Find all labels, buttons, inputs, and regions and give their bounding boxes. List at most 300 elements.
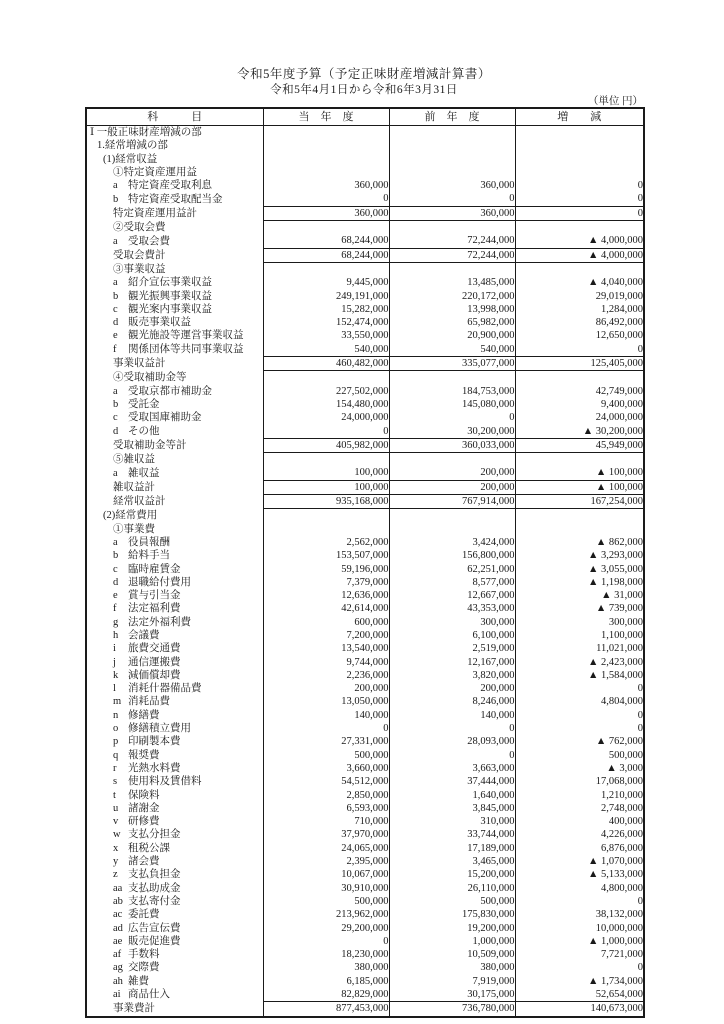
amount-current-year: 0	[263, 935, 389, 948]
row-letter: a	[113, 180, 118, 192]
row-letter: b	[113, 290, 119, 302]
subtotal-row	[86, 357, 644, 371]
account-name	[86, 153, 263, 166]
amount-change: 86,492,000	[515, 316, 644, 329]
amount-previous-year: 26,110,000	[389, 882, 515, 895]
account-label: 受託金	[128, 398, 160, 410]
amount-previous-year: 2,519,000	[389, 642, 515, 655]
account-name	[86, 735, 263, 748]
account-label: 給料手当	[128, 550, 170, 562]
account-label: 事業収益計	[113, 358, 166, 370]
subtotal-row	[86, 438, 644, 452]
row-letter: r	[113, 762, 117, 774]
amount-current-year: 2,850,000	[263, 789, 389, 802]
account-label: 支払寄付金	[128, 895, 181, 907]
amount-previous-year: 175,830,000	[389, 908, 515, 921]
account-name	[86, 262, 263, 276]
amount-current-year: 710,000	[263, 815, 389, 828]
subtotal-row	[86, 480, 644, 494]
account-label: (1)経常収益	[103, 153, 158, 165]
table-row	[86, 563, 644, 576]
amount-previous-year: 360,033,000	[389, 438, 515, 452]
account-name	[86, 669, 263, 682]
row-letter: n	[113, 709, 119, 721]
amount-change: 0	[515, 961, 644, 974]
row-letter: aa	[113, 882, 123, 894]
amount-current-year: 24,065,000	[263, 842, 389, 855]
table-row	[86, 385, 644, 398]
amount-previous-year: 3,465,000	[389, 855, 515, 868]
table-row	[86, 329, 644, 342]
account-name	[86, 642, 263, 655]
amount-current-year: 227,502,000	[263, 385, 389, 398]
account-label: 役員報酬	[128, 536, 170, 548]
row-letter: e	[113, 590, 118, 602]
row-letter: k	[113, 669, 119, 681]
amount-change: ▲ 4,040,000	[515, 276, 644, 289]
table-row	[86, 682, 644, 695]
account-label: 消耗品費	[128, 696, 170, 708]
subtotal-row	[86, 248, 644, 262]
amount-previous-year: 20,900,000	[389, 329, 515, 342]
account-name	[86, 895, 263, 908]
account-name	[86, 828, 263, 841]
amount-previous-year: 37,444,000	[389, 775, 515, 788]
table-row	[86, 948, 644, 961]
amount-change: 1,284,000	[515, 303, 644, 316]
row-letter: d	[113, 576, 119, 588]
row-letter: a	[113, 277, 118, 289]
amount-current-year: 7,379,000	[263, 576, 389, 589]
account-label: 委託費	[128, 909, 160, 921]
account-label: Ⅰ 一般正味財産増減の部	[90, 127, 202, 138]
table-row	[86, 629, 644, 642]
amount-previous-year	[389, 166, 515, 179]
account-name	[86, 206, 263, 220]
amount-previous-year: 360,000	[389, 179, 515, 192]
account-label: 租税公課	[128, 842, 170, 854]
col-header-current-year: 当 年 度	[263, 108, 389, 126]
account-name	[86, 357, 263, 371]
amount-change: 10,000,000	[515, 922, 644, 935]
amount-change: 1,210,000	[515, 789, 644, 802]
amount-current-year: 54,512,000	[263, 775, 389, 788]
row-letter: b	[113, 193, 119, 205]
account-name	[86, 616, 263, 629]
amount-previous-year: 0	[389, 722, 515, 735]
amount-change: 4,804,000	[515, 695, 644, 708]
amount-previous-year: 736,780,000	[389, 1002, 515, 1017]
amount-previous-year: 62,251,000	[389, 563, 515, 576]
amount-previous-year: 8,577,000	[389, 576, 515, 589]
table-row	[86, 371, 644, 385]
amount-change	[515, 371, 644, 385]
table-row	[86, 262, 644, 276]
table-row	[86, 425, 644, 439]
row-letter: e	[113, 330, 118, 342]
amount-current-year: 30,910,000	[263, 882, 389, 895]
amount-previous-year: 3,424,000	[389, 536, 515, 549]
amount-current-year	[263, 262, 389, 276]
amount-current-year: 13,540,000	[263, 642, 389, 655]
row-letter: g	[113, 616, 119, 628]
table-row	[86, 762, 644, 775]
account-name	[86, 248, 263, 262]
amount-previous-year: 33,744,000	[389, 828, 515, 841]
table-row	[86, 179, 644, 192]
account-label: (2)経常費用	[103, 510, 158, 522]
amount-previous-year	[389, 523, 515, 536]
account-name	[86, 882, 263, 895]
amount-current-year: 140,000	[263, 709, 389, 722]
row-letter: v	[113, 816, 119, 828]
account-label: 支払助成金	[128, 882, 181, 894]
amount-change: 300,000	[515, 616, 644, 629]
account-name	[86, 398, 263, 411]
account-name	[86, 988, 263, 1002]
amount-previous-year: 145,080,000	[389, 398, 515, 411]
amount-current-year: 10,067,000	[263, 868, 389, 881]
amount-previous-year: 3,820,000	[389, 669, 515, 682]
amount-current-year: 42,614,000	[263, 602, 389, 615]
row-letter: l	[113, 683, 116, 695]
amount-change: ▲ 3,000	[515, 762, 644, 775]
amount-previous-year: 0	[389, 192, 515, 206]
amount-change: 12,650,000	[515, 329, 644, 342]
amount-change: ▲ 739,000	[515, 602, 644, 615]
account-name	[86, 908, 263, 921]
amount-change: 4,226,000	[515, 828, 644, 841]
account-name	[86, 234, 263, 248]
account-label: 保険料	[128, 789, 160, 801]
col-header-change: 増 減	[515, 108, 644, 126]
amount-previous-year: 140,000	[389, 709, 515, 722]
amount-change: 9,400,000	[515, 398, 644, 411]
amount-previous-year: 184,753,000	[389, 385, 515, 398]
account-label: 法定福利費	[128, 603, 181, 615]
account-name	[86, 922, 263, 935]
amount-change: 42,749,000	[515, 385, 644, 398]
account-name	[86, 425, 263, 439]
row-letter: b	[113, 550, 119, 562]
account-name	[86, 303, 263, 316]
account-name	[86, 549, 263, 562]
amount-previous-year: 15,200,000	[389, 868, 515, 881]
row-letter: a	[113, 536, 118, 548]
row-letter: q	[113, 749, 119, 761]
account-name	[86, 802, 263, 815]
amount-change: 140,673,000	[515, 1002, 644, 1017]
amount-current-year: 935,168,000	[263, 495, 389, 509]
row-letter: j	[113, 656, 116, 668]
account-name	[86, 536, 263, 549]
account-name	[86, 749, 263, 762]
account-name	[86, 385, 263, 398]
amount-current-year: 100,000	[263, 480, 389, 494]
account-name	[86, 1002, 263, 1017]
account-name	[86, 961, 263, 974]
account-name	[86, 589, 263, 602]
account-name	[86, 842, 263, 855]
amount-current-year: 877,453,000	[263, 1002, 389, 1017]
row-letter: c	[113, 303, 118, 315]
amount-change: 24,000,000	[515, 411, 644, 424]
row-letter: ae	[113, 935, 123, 947]
account-name	[86, 139, 263, 152]
account-name	[86, 453, 263, 467]
table-row	[86, 466, 644, 480]
table-row	[86, 908, 644, 921]
account-label: 研修費	[128, 816, 160, 828]
amount-current-year: 0	[263, 192, 389, 206]
amount-change	[515, 221, 644, 235]
account-label: 臨時雇賃金	[128, 563, 181, 575]
table-row	[86, 789, 644, 802]
amount-current-year: 500,000	[263, 749, 389, 762]
row-letter: ad	[113, 922, 123, 934]
account-name	[86, 290, 263, 303]
account-label: 使用料及賃借料	[128, 776, 202, 788]
row-letter: z	[113, 869, 118, 881]
table-row	[86, 192, 644, 206]
account-name	[86, 775, 263, 788]
account-name	[86, 868, 263, 881]
amount-previous-year: 43,353,000	[389, 602, 515, 615]
amount-change	[515, 153, 644, 166]
account-label: 商品仕入	[128, 989, 170, 1001]
table-row	[86, 523, 644, 536]
amount-current-year: 100,000	[263, 466, 389, 480]
account-label: ⑤雑収益	[113, 453, 155, 465]
amount-previous-year: 72,244,000	[389, 248, 515, 262]
account-label: ③事業収益	[113, 263, 166, 275]
amount-change: ▲ 1,198,000	[515, 576, 644, 589]
row-letter: s	[113, 776, 118, 788]
account-label: 交際費	[128, 962, 160, 974]
table-row	[86, 398, 644, 411]
amount-current-year: 0	[263, 425, 389, 439]
amount-change: ▲ 2,423,000	[515, 656, 644, 669]
table-row	[86, 290, 644, 303]
amount-change: ▲ 100,000	[515, 466, 644, 480]
amount-current-year: 380,000	[263, 961, 389, 974]
amount-change: 0	[515, 895, 644, 908]
account-name	[86, 815, 263, 828]
amount-current-year: 152,474,000	[263, 316, 389, 329]
row-letter: ai	[113, 989, 121, 1001]
amount-current-year: 600,000	[263, 616, 389, 629]
amount-previous-year	[389, 509, 515, 523]
account-label: 会議費	[128, 629, 160, 641]
account-name	[86, 629, 263, 642]
account-name	[86, 179, 263, 192]
account-name	[86, 682, 263, 695]
table-row	[86, 775, 644, 788]
account-label: 受取京都市補助金	[128, 385, 212, 397]
amount-previous-year: 12,167,000	[389, 656, 515, 669]
amount-current-year: 68,244,000	[263, 248, 389, 262]
account-name	[86, 935, 263, 948]
account-name	[86, 762, 263, 775]
table-row	[86, 749, 644, 762]
amount-previous-year: 300,000	[389, 616, 515, 629]
amount-change: ▲ 3,055,000	[515, 563, 644, 576]
amount-change: ▲ 1,734,000	[515, 975, 644, 988]
account-label: ①事業費	[113, 523, 155, 535]
account-label: ④受取補助金等	[113, 372, 187, 384]
amount-current-year: 33,550,000	[263, 329, 389, 342]
amount-previous-year: 156,800,000	[389, 549, 515, 562]
amount-current-year: 360,000	[263, 206, 389, 220]
account-label: 特定資産受取配当金	[128, 193, 223, 205]
amount-change: 0	[515, 722, 644, 735]
amount-change: 125,405,000	[515, 357, 644, 371]
table-row	[86, 855, 644, 868]
amount-current-year: 24,000,000	[263, 411, 389, 424]
account-label: 退職給付費用	[128, 576, 191, 588]
table-row	[86, 802, 644, 815]
account-label: 受取会費計	[113, 249, 166, 261]
amount-current-year: 15,282,000	[263, 303, 389, 316]
table-row	[86, 935, 644, 948]
amount-current-year: 153,507,000	[263, 549, 389, 562]
amount-current-year	[263, 139, 389, 152]
account-label: 広告宣伝費	[128, 922, 181, 934]
row-letter: o	[113, 723, 119, 735]
row-letter: c	[113, 563, 118, 575]
account-name	[86, 480, 263, 494]
row-letter: f	[113, 344, 117, 355]
row-letter: ab	[113, 895, 123, 907]
amount-change: ▲ 100,000	[515, 480, 644, 494]
account-name	[86, 948, 263, 961]
amount-current-year: 6,593,000	[263, 802, 389, 815]
amount-previous-year: 500,000	[389, 895, 515, 908]
table-row	[86, 988, 644, 1002]
table-row	[86, 602, 644, 615]
table-row	[86, 961, 644, 974]
amount-current-year: 37,970,000	[263, 828, 389, 841]
table-row	[86, 549, 644, 562]
row-letter: w	[113, 829, 121, 841]
amount-current-year: 213,962,000	[263, 908, 389, 921]
page-subtitle: 令和5年4月1日から令和6年3月31日	[270, 84, 458, 96]
amount-current-year: 200,000	[263, 682, 389, 695]
amount-change: 0	[515, 682, 644, 695]
table-row	[86, 695, 644, 708]
account-label: 事業費計	[113, 1003, 155, 1015]
amount-previous-year: 0	[389, 411, 515, 424]
table-row	[86, 221, 644, 235]
account-name	[86, 523, 263, 536]
amount-change: ▲ 762,000	[515, 735, 644, 748]
account-label: 諸会費	[128, 856, 160, 868]
account-name	[86, 221, 263, 235]
amount-previous-year: 30,200,000	[389, 425, 515, 439]
account-name	[86, 576, 263, 589]
table-row	[86, 153, 644, 166]
amount-current-year: 154,480,000	[263, 398, 389, 411]
account-label: ①特定資産運用益	[113, 166, 197, 178]
account-label: 紹介宣伝事業収益	[128, 277, 212, 289]
amount-current-year: 59,196,000	[263, 563, 389, 576]
amount-change: 0	[515, 179, 644, 192]
amount-change: 52,654,000	[515, 988, 644, 1002]
account-label: 支払分担金	[128, 829, 181, 841]
account-label: 雑収益計	[113, 481, 155, 493]
amount-current-year: 249,191,000	[263, 290, 389, 303]
amount-previous-year: 0	[389, 749, 515, 762]
amount-current-year: 2,562,000	[263, 536, 389, 549]
account-label: 法定外福利費	[128, 616, 191, 628]
account-label: 受取補助金等計	[113, 439, 187, 451]
amount-previous-year: 30,175,000	[389, 988, 515, 1002]
amount-previous-year: 28,093,000	[389, 735, 515, 748]
amount-previous-year: 200,000	[389, 682, 515, 695]
table-row	[86, 735, 644, 748]
account-label: 観光施設等運営事業収益	[128, 330, 244, 342]
table-body	[86, 126, 644, 1017]
amount-current-year: 360,000	[263, 179, 389, 192]
row-letter: f	[113, 603, 117, 615]
account-label: 経常収益計	[113, 496, 166, 508]
amount-previous-year: 72,244,000	[389, 234, 515, 248]
row-letter: p	[113, 736, 119, 748]
account-label: 特定資産運用益計	[113, 207, 197, 219]
table-row	[86, 509, 644, 523]
amount-change: 500,000	[515, 749, 644, 762]
account-name	[86, 789, 263, 802]
amount-current-year: 405,982,000	[263, 438, 389, 452]
page-title: 令和5年度予算（予定正味財産増減計算書）	[237, 67, 491, 81]
amount-current-year	[263, 153, 389, 166]
amount-current-year	[263, 453, 389, 467]
account-name	[86, 343, 263, 357]
amount-change	[515, 139, 644, 152]
row-letter: x	[113, 842, 119, 854]
amount-change	[515, 523, 644, 536]
account-name	[86, 329, 263, 342]
account-label: 諸謝金	[128, 802, 160, 814]
account-label: 報奨費	[128, 749, 160, 761]
account-name	[86, 166, 263, 179]
account-name	[86, 509, 263, 523]
amount-previous-year: 1,640,000	[389, 789, 515, 802]
table-row	[86, 126, 644, 140]
amount-current-year: 2,236,000	[263, 669, 389, 682]
amount-change: 45,949,000	[515, 438, 644, 452]
table-header-row	[86, 108, 644, 126]
amount-previous-year: 65,982,000	[389, 316, 515, 329]
table-row	[86, 642, 644, 655]
amount-current-year: 29,200,000	[263, 922, 389, 935]
amount-previous-year	[389, 126, 515, 140]
amount-change: ▲ 30,200,000	[515, 425, 644, 439]
account-label: 受取国庫補助金	[128, 412, 202, 424]
amount-previous-year: 360,000	[389, 206, 515, 220]
table-row	[86, 166, 644, 179]
amount-current-year: 460,482,000	[263, 357, 389, 371]
amount-previous-year: 767,914,000	[389, 495, 515, 509]
row-letter: h	[113, 629, 119, 641]
amount-previous-year: 200,000	[389, 480, 515, 494]
amount-previous-year: 200,000	[389, 466, 515, 480]
subtotal-row	[86, 1002, 644, 1017]
amount-previous-year: 13,485,000	[389, 276, 515, 289]
row-letter: a	[113, 235, 118, 247]
amount-previous-year: 12,667,000	[389, 589, 515, 602]
amount-previous-year: 13,998,000	[389, 303, 515, 316]
